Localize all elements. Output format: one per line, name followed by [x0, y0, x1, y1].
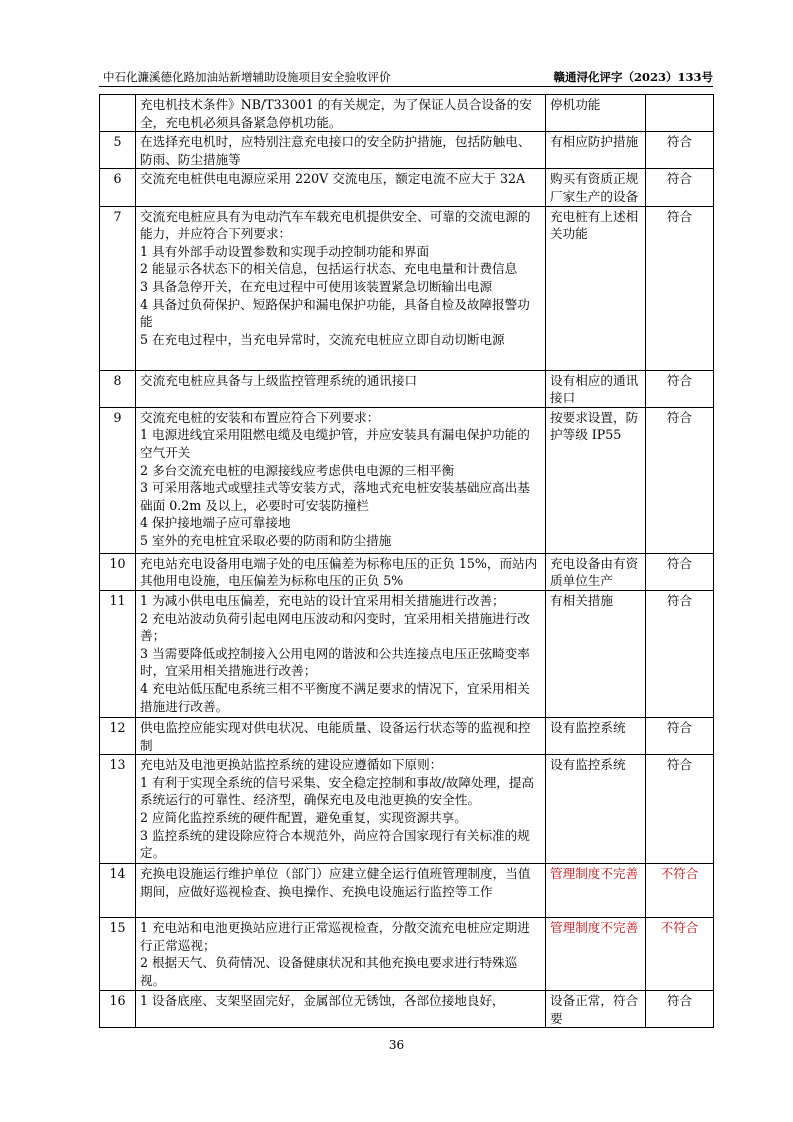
check-finding: 按要求设置，防护等级 IP55 [546, 407, 646, 553]
table-row [100, 370, 714, 407]
requirement-text: 2 能显示各状态下的相关信息，包括运行状态、充电电量和计费信息 [140, 261, 518, 277]
requirement-text: 充换电设施运行维护单位（部门）应建立健全运行值班管理制度，当值期间，应做好巡视检查、换电操作、充换电设施运行监控等工作 [140, 866, 531, 899]
compliance-result: 符合 [646, 169, 714, 206]
check-finding: 设备正常，符合要 [546, 991, 646, 1028]
requirement-text: 1 有利于实现全系统的信号采集、安全稳定控制和事故/故障处理，提高系统运行的可靠性、经济型，确保充电及电池更换的安全性。 [140, 774, 535, 808]
table-row [100, 991, 714, 1028]
table-row [100, 918, 714, 991]
requirement-text: 1 充电站和电池更换站应进行正常巡视检查，分散交流充电桩应定期进行正常巡视； [140, 920, 530, 953]
compliance-result [646, 95, 714, 132]
requirement-text: 3 可采用落地式或壁挂式等安装方式，落地式充电桩安装基础应高出基础面 0.2m 及以上，必要时可安装防撞栏 [140, 480, 530, 513]
requirement-text: 1 为减小供电电压偏差，充电站的设计宜采用相关措施进行改善； [140, 592, 505, 608]
table-row [100, 553, 714, 590]
header-report-title: 中石化濂溪德化路加油站新增辅助设施项目安全验收评价 [103, 70, 391, 84]
check-finding: 设有相应的通讯接口 [546, 370, 646, 407]
requirement-text: 充电站及电池更换站监控系统的建设应遵循如下原则： [140, 757, 443, 773]
requirement-cell [136, 132, 546, 169]
requirement-text: 2 充电站波动负荷引起电网电压波动和闪变时，宜采用相关措施进行改善； [140, 610, 530, 644]
check-finding: 设有监控系统 [546, 717, 646, 754]
item-number: 5 [100, 132, 136, 169]
check-finding: 设有监控系统 [546, 755, 646, 864]
requirement-text: 3 具备急停开关，在充电过程中可使用该装置紧急切断输出电源 [140, 278, 493, 294]
item-number [100, 95, 136, 132]
requirement-cell [136, 918, 546, 991]
check-finding: 充电桩有上述相关功能 [546, 206, 646, 370]
item-number: 6 [100, 169, 136, 206]
table-row [100, 95, 714, 132]
compliance-result: 符合 [646, 132, 714, 169]
header-document-number: 赣通浔化评字（2023）133号 [553, 70, 713, 84]
requirement-text: 1 具有外部手动设置参数和实现手动控制功能和界面 [140, 243, 430, 259]
requirement-cell [136, 553, 546, 590]
requirement-cell [136, 590, 546, 717]
requirement-cell [136, 755, 546, 864]
item-number: 11 [100, 590, 136, 717]
compliance-result: 不符合 [646, 864, 714, 918]
item-number: 7 [100, 206, 136, 370]
requirement-text: 交流充电桩应具有为电动汽车车载充电机提供安全、可靠的交流电源的能力，并应符合下列要求： [140, 208, 531, 242]
requirement-text: 4 保护接地端子应可靠接地 [140, 515, 291, 531]
requirement-text: 4 充电站低压配电系统三相不平衡度不满足要求的情况下，宜采用相关措施进行改善。 [140, 680, 530, 714]
requirement-text: 交流充电桩应具备与上级监控管理系统的通讯接口 [140, 372, 418, 388]
requirement-text: 3 当需要降低或控制接入公用电网的谐波和公共连接点电压正弦畸变率时，宜采用相关措施进行改善； [140, 645, 530, 679]
check-finding: 有相应防护措施 [546, 132, 646, 169]
requirement-cell [136, 717, 546, 754]
inspection-table-body [100, 95, 714, 1028]
compliance-result: 不符合 [646, 918, 714, 991]
compliance-result: 符合 [646, 206, 714, 370]
requirement-text: 2 应简化监控系统的硬件配置，避免重复，实现资源共享。 [140, 809, 467, 825]
page-header [99, 66, 713, 87]
item-number: 15 [100, 918, 136, 991]
table-row [100, 132, 714, 169]
requirement-text: 充电机技术条件》NB/T33001 的有关规定，为了保证人员合设备的安全，充电机必须具备紧急停机功能。 [140, 97, 532, 130]
requirement-cell [136, 407, 546, 553]
inspection-table [99, 94, 714, 1028]
check-finding: 有相关措施 [546, 590, 646, 717]
requirement-text: 交流充电桩供电电源应采用 220V 交流电压，额定电流不应大于 32A [140, 171, 526, 187]
requirement-text: 1 电源进线宜采用阻燃电缆及电缆护管，并应安装具有漏电保护功能的空气开关 [140, 427, 530, 460]
table-row [100, 864, 714, 918]
requirement-cell [136, 206, 546, 370]
requirement-text: 在选择充电机时，应特别注意充电接口的安全防护措施，包括防触电、防雨、防尘措施等 [140, 134, 531, 167]
check-finding: 管理制度不完善 [546, 864, 646, 918]
requirement-cell [136, 991, 546, 1028]
requirement-text: 5 在充电过程中，当充电异常时，交流充电桩应立即自动切断电源 [140, 331, 505, 347]
requirement-text: 4 具备过负荷保护、短路保护和漏电保护功能，具备自检及故障报警功能 [140, 296, 530, 330]
compliance-result: 符合 [646, 407, 714, 553]
compliance-result: 符合 [646, 590, 714, 717]
table-row [100, 755, 714, 864]
compliance-result: 符合 [646, 717, 714, 754]
table-row [100, 717, 714, 754]
compliance-result: 符合 [646, 755, 714, 864]
check-finding: 停机功能 [546, 95, 646, 132]
requirement-cell [136, 370, 546, 407]
item-number: 9 [100, 407, 136, 553]
item-number: 12 [100, 717, 136, 754]
requirement-text: 交流充电桩的安装和布置应符合下列要求： [140, 409, 380, 425]
item-number: 10 [100, 553, 136, 590]
requirement-text: 1 设备底座、支架坚固完好，金属部位无锈蚀，各部位接地良好， [140, 993, 505, 1009]
table-row [100, 206, 714, 370]
compliance-result: 符合 [646, 553, 714, 590]
requirement-text: 充电站充电设备用电端子处的电压偏差为标称电压的正负 15%，而站内其他用电设施，电压偏差为标称电压的正负 5% [140, 555, 538, 589]
requirement-text: 2 多台交流充电桩的电源接线应考虑供电电源的三相平衡 [140, 462, 455, 478]
requirement-text: 3 监控系统的建设除应符合本规范外，尚应符合国家现行有关标准的规定。 [140, 827, 530, 861]
requirement-cell [136, 169, 546, 206]
requirement-text: 2 根据天气、负荷情况、设备健康状况和其他充换电要求进行特殊巡视。 [140, 955, 518, 988]
table-row [100, 169, 714, 206]
page-number: 36 [388, 1038, 405, 1052]
requirement-cell [136, 95, 546, 132]
check-finding: 充电设备由有资质单位生产 [546, 553, 646, 590]
compliance-result: 符合 [646, 370, 714, 407]
item-number: 16 [100, 991, 136, 1028]
compliance-result: 符合 [646, 991, 714, 1028]
requirement-text: 5 室外的充电桩宜采取必要的防雨和防尘措施 [140, 532, 392, 548]
table-row [100, 407, 714, 553]
requirement-cell [136, 864, 546, 918]
item-number: 14 [100, 864, 136, 918]
item-number: 8 [100, 370, 136, 407]
table-row [100, 590, 714, 717]
requirement-text: 供电监控应能实现对供电状况、电能质量、设备运行状态等的监视和控制 [140, 719, 531, 753]
check-finding: 管理制度不完善 [546, 918, 646, 991]
item-number: 13 [100, 755, 136, 864]
check-finding: 购买有资质正规厂家生产的设备 [546, 169, 646, 206]
